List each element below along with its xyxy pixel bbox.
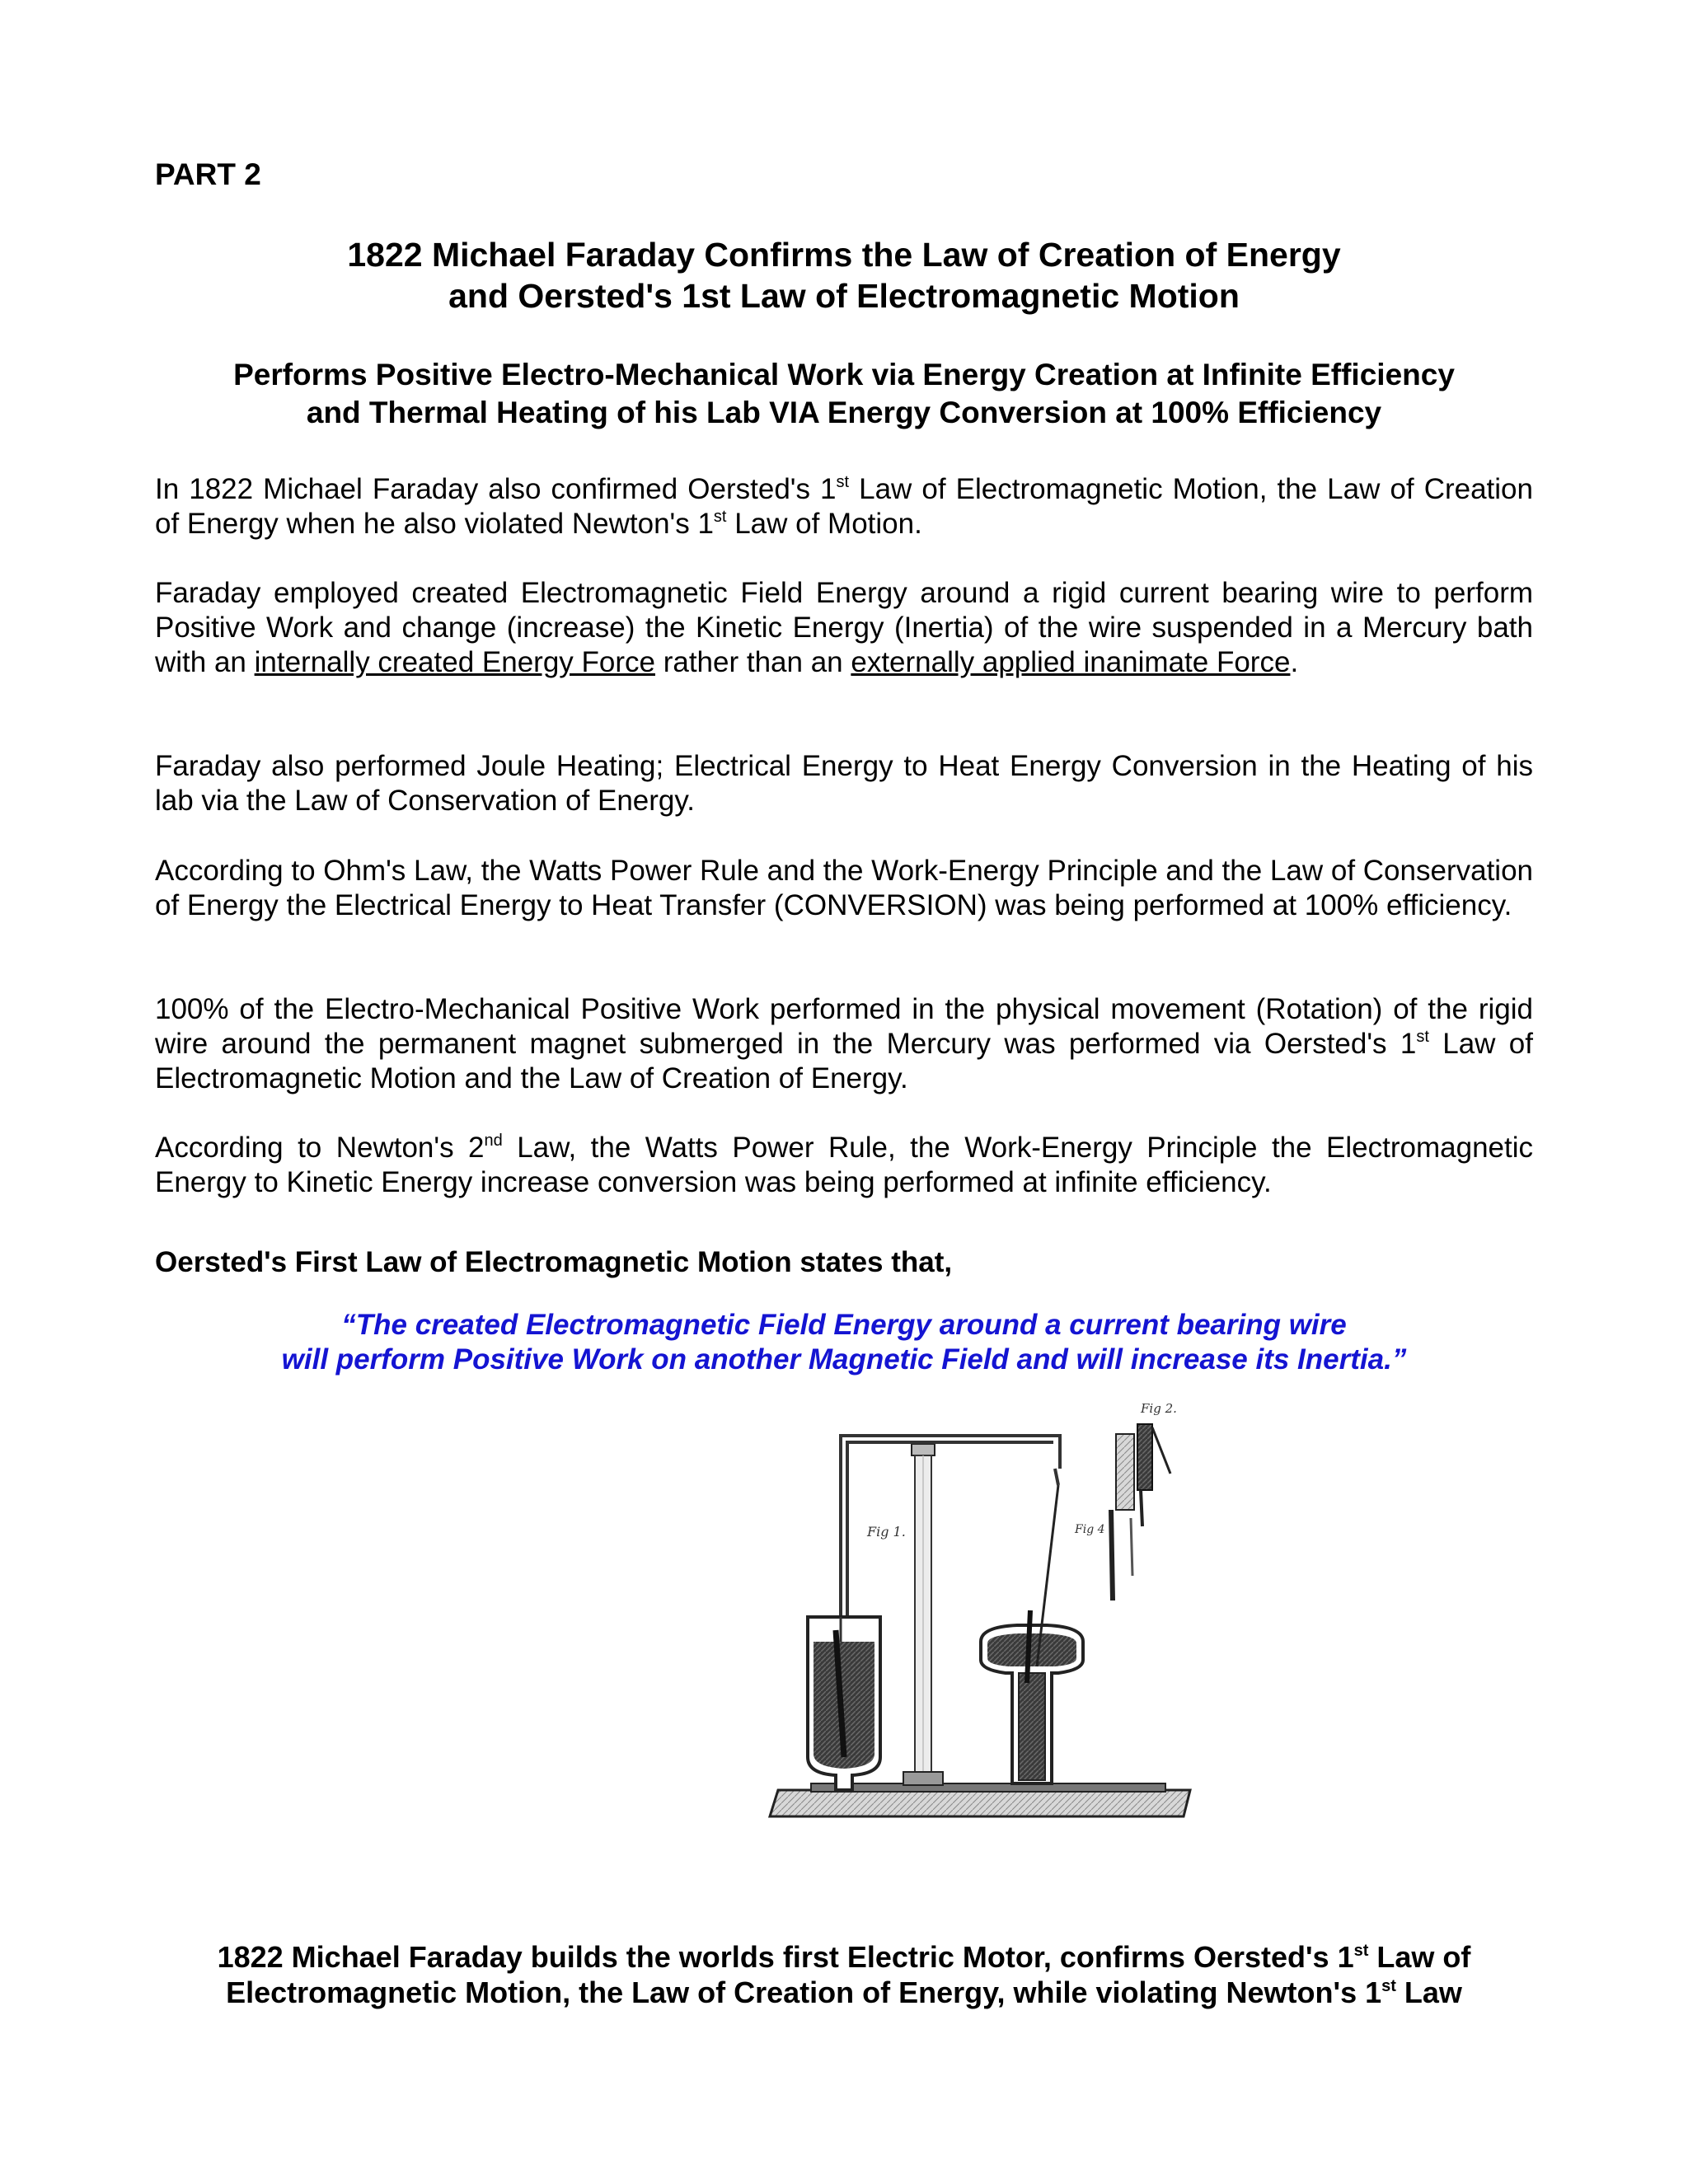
figure-caption: 1822 Michael Faraday builds the worlds first Electric Motor, confirms Oersted's 1st Law of Electromagnetic Motion, the Law of Creation of Energy, while violating Newton's 1st Law [217,1940,1471,2009]
subtitle-line-2: and Thermal Heating of his Lab VIA Energy Conversion at 100% Efficiency [306,396,1382,429]
paragraph-4: According to Ohm's Law, the Watts Power Rule and the Work-Energy Principle and the Law of Conservation of Energy the Electrical Energy to Heat Transfer (CONVERSION) was being performed at 100% efficiency. [155,855,1533,921]
fig-2-label: Fig 2. [1141,1401,1177,1416]
paragraph-3: Faraday also performed Joule Heating; Electrical Energy to Heat Energy Conversion in the Heating of his lab via the Law of Conservation of Energy. [155,750,1533,817]
law-quote [155,1308,1533,1377]
right-vessel [981,1485,1083,1783]
paragraph-1: In 1822 Michael Faraday also confirmed Oersted's 1st Law of Electromagnetic Motion, the Law of Creation of Energy when he also violated Newton's 1st Law of Motion. [155,473,1533,540]
title-line-1: 1822 Michael Faraday Confirms the Law of Creation of Energy [347,236,1341,274]
quote-line-2: will perform Positive Work on another Magnetic Field and will increase its Inertia.” [281,1343,1407,1376]
paragraph-6: According to Newton's 2nd Law, the Watts Power Rule, the Work-Energy Principle the Electromagnetic Energy to Kinetic Energy increase conversion was being performed at infinite efficiency. [155,1132,1533,1198]
left-vessel [808,1617,880,1790]
part-label: PART 2 [155,157,261,191]
base-board [770,1783,1190,1816]
title-line-2: and Oersted's 1st Law of Electromagnetic Motion [448,277,1240,315]
central-pillar [903,1444,943,1785]
fig-4-diagram [1111,1510,1132,1601]
fig-2-diagram [1116,1424,1170,1526]
paragraph-5: 100% of the Electro-Mechanical Positive Work performed in the physical movement (Rotation) of the rigid wire around the permanent magnet submerged in the Mercury was performed via Oersted's 1st Law of Electromagnetic Motion and the Law of Creation of Energy. [155,993,1533,1094]
page-title [155,234,1533,316]
paragraph-2: Faraday employed created Electromagnetic Field Energy around a rigid current bearing wire to perform Positive Work and change (increase) the Kinetic Energy (Inertia) of the wire suspended in a Mercury bath with an internally created Energy Force rather than an externally applied inanimate Force. [155,577,1533,678]
page-subtitle [155,356,1533,432]
underlined-phrase-external-force: externally applied inanimate Force [851,646,1291,678]
faraday-motor-illustration [564,1394,1401,1905]
fig-1-label: Fig 1. [867,1524,906,1540]
fig-4-label: Fig 4 [1075,1523,1105,1536]
underlined-phrase-internal-force: internally created Energy Force [254,646,655,678]
quote-line-1: “The created Electromagnetic Field Energy around a current bearing wire [341,1309,1347,1341]
subtitle-line-1: Performs Positive Electro-Mechanical Work via Energy Creation at Infinite Efficiency [233,358,1455,391]
law-heading: Oersted's First Law of Electromagnetic Motion states that, [155,1246,953,1278]
